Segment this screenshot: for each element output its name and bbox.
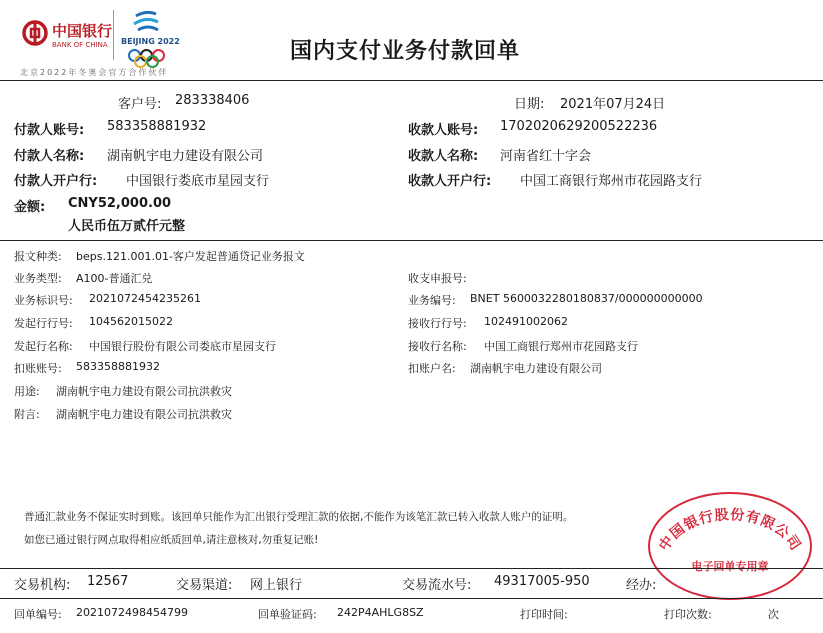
boc-name-en: BANK OF CHINA — [52, 41, 108, 49]
payee-name-label: 收款人名称: — [408, 149, 479, 164]
payer-bank: 中国银行娄底市星园支行 — [126, 174, 270, 189]
purpose-label: 用途: — [14, 385, 40, 398]
debit-acct-label: 扣账账号: — [14, 362, 62, 375]
date-label: 日期: — [514, 97, 545, 112]
payee-account-label: 收款人账号: — [408, 123, 479, 138]
payee-bank-label: 收款人开户行: — [408, 174, 492, 189]
amount-label: 金额: — [14, 200, 46, 215]
serial-value: 49317005-950 — [494, 574, 590, 589]
print-count-label: 打印次数: — [664, 608, 712, 621]
amount-in-words: 人民币伍万贰仟元整 — [68, 219, 186, 234]
biz-type: A100-普通汇兑 — [76, 272, 153, 285]
org-label: 交易机构: — [14, 578, 71, 593]
msg-type-label: 报文种类: — [14, 250, 62, 263]
olympic-text: BEIJING 2022 — [121, 37, 180, 46]
receipt-no-label: 回单编号: — [14, 608, 62, 621]
biz-id-label: 业务标识号: — [14, 294, 73, 307]
payee-name: 河南省红十字会 — [500, 149, 592, 164]
purpose: 湖南帆宇电力建设有限公司抗洪救灾 — [56, 385, 232, 398]
biz-id: 2021072454235261 — [89, 292, 201, 305]
send-bank-no-label: 发起行行号: — [14, 317, 73, 330]
payee-bank: 中国工商银行郑州市花园路支行 — [520, 174, 703, 189]
date-value: 2021年07月24日 — [560, 97, 666, 112]
payer-name-label: 付款人名称: — [14, 149, 85, 164]
channel-value: 网上银行 — [250, 578, 303, 593]
payee-account: 1702020629200522236 — [500, 119, 658, 134]
print-count: 次 — [768, 608, 779, 621]
disclaimer-line-2: 如您已通过银行网点取得相应纸质回单,请注意核对,勿重复记账! — [24, 534, 319, 546]
verify-code: 242P4AHLG8SZ — [337, 606, 424, 619]
print-time-label: 打印时间: — [520, 608, 568, 621]
handler-label: 经办: — [626, 578, 657, 593]
biz-type-label: 业务类型: — [14, 272, 62, 285]
recv-bank-name-label: 接收行名称: — [408, 340, 467, 353]
boc-logo — [20, 12, 113, 50]
boc-emblem-icon — [22, 20, 48, 46]
biz-no: BNET 5600032280180837/000000000000 — [470, 292, 703, 305]
receipt-no: 2021072498454799 — [76, 606, 188, 619]
customer-no-label: 客户号: — [118, 97, 162, 112]
debit-acct: 583358881932 — [76, 360, 160, 373]
postscript-label: 附言: — [14, 408, 40, 421]
recv-bank-no: 102491002062 — [484, 315, 568, 328]
header-divider — [0, 80, 823, 81]
stamp-arc-text — [650, 494, 810, 598]
payer-account: 583358881932 — [107, 119, 207, 134]
msg-type: beps.121.001.01-客户发起普通贷记业务报文 — [76, 250, 305, 263]
electronic-receipt-stamp — [648, 492, 812, 600]
winter-olympic-emblem-icon — [132, 8, 162, 34]
boc-name-cn: 中国银行 — [52, 22, 113, 40]
partner-text: 北京2022年冬奥会官方合作伙伴 — [20, 68, 169, 77]
payer-bank-label: 付款人开户行: — [14, 174, 98, 189]
stamp-bottom-text: 电子回单专用章 — [691, 560, 769, 573]
send-bank-no: 104562015022 — [89, 315, 173, 328]
debit-name: 湖南帆宇电力建设有限公司 — [470, 362, 602, 375]
recv-bank-no-label: 接收行行号: — [408, 317, 467, 330]
olympic-logo — [118, 6, 178, 64]
serial-label: 交易流水号: — [402, 578, 472, 593]
customer-no: 283338406 — [175, 93, 250, 108]
org-value: 12567 — [87, 574, 129, 589]
send-bank-name-label: 发起行名称: — [14, 340, 73, 353]
payer-account-label: 付款人账号: — [14, 123, 85, 138]
payer-name: 湖南帆宇电力建设有限公司 — [107, 149, 264, 164]
recv-bank-name: 中国工商银行郑州市花园路支行 — [484, 340, 638, 353]
debit-name-label: 扣账户名: — [408, 362, 456, 375]
biz-no-label: 业务编号: — [408, 294, 456, 307]
svg-text:中国银行股份有限公司: 中国银行股份有限公司 — [656, 506, 804, 554]
channel-label: 交易渠道: — [176, 578, 233, 593]
postscript: 湖南帆宇电力建设有限公司抗洪救灾 — [56, 408, 232, 421]
verify-code-label: 回单验证码: — [258, 608, 317, 621]
page-title: 国内支付业务付款回单 — [290, 39, 521, 64]
notes-divider — [0, 568, 823, 569]
amount-value: CNY52,000.00 — [68, 196, 172, 211]
amount-divider — [0, 240, 823, 241]
recv-apply-label: 收支申报号: — [408, 272, 467, 285]
logo-divider — [113, 10, 114, 60]
send-bank-name: 中国银行股份有限公司娄底市星园支行 — [89, 340, 276, 353]
transaction-divider — [0, 598, 823, 599]
disclaimer-line-1: 普通汇款业务不保证实时到账。该回单只能作为汇出银行受理汇款的依据,不能作为该笔汇款已转入收款人账户的证明。 — [24, 511, 574, 523]
